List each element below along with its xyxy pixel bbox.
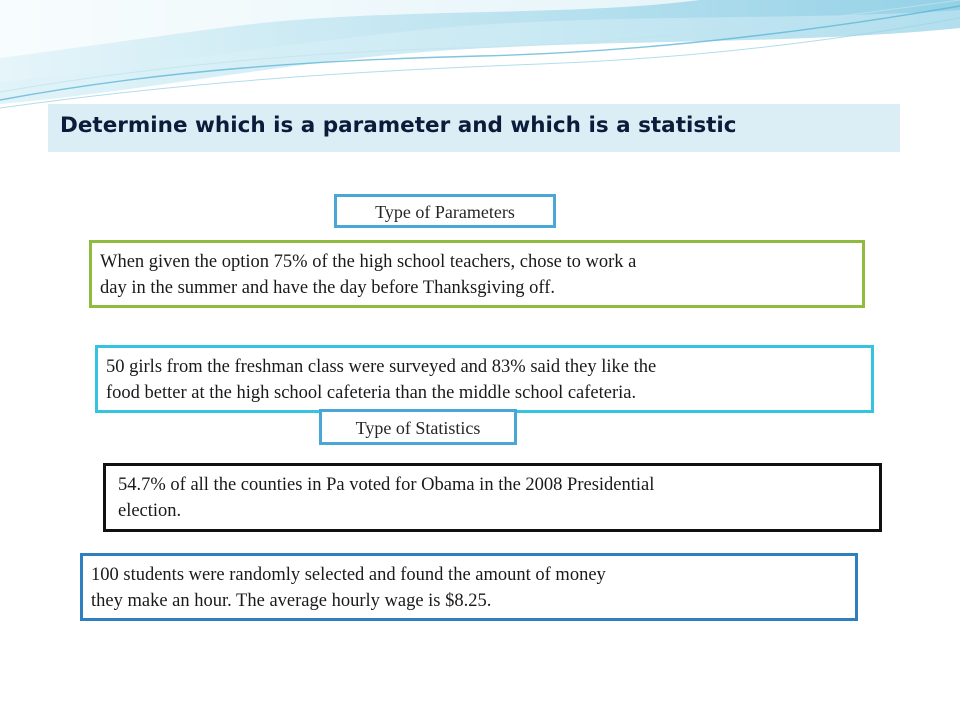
- statement-box-1: [89, 240, 865, 308]
- statement-1-line-2: day in the summer and have the day before Thanksgiving off.: [100, 278, 556, 298]
- statement-1-line-1: When given the option 75% of the high school teachers, chose to work a: [100, 252, 637, 272]
- slide-title: Determine which is a parameter and which is a statistic: [60, 113, 737, 138]
- statement-2-line-2: food better at the high school cafeteria than the middle school cafeteria.: [106, 383, 637, 403]
- statement-3-line-2: election.: [118, 501, 182, 521]
- statement-box-2: [95, 345, 874, 413]
- title-band: [48, 104, 900, 152]
- parameters-label: Type of Parameters: [334, 194, 556, 228]
- statement-box-4: [80, 553, 858, 621]
- header-swoosh-decoration: [0, 0, 960, 120]
- statistics-label: Type of Statistics: [319, 409, 517, 445]
- statement-4-line-1: 100 students were randomly selected and found the amount of money: [91, 565, 606, 585]
- statement-3-line-1: 54.7% of all the counties in Pa voted for Obama in the 2008 Presidential: [118, 475, 655, 495]
- statement-2-line-1: 50 girls from the freshman class were surveyed and 83% said they like the: [106, 357, 657, 377]
- statement-4-line-2: they make an hour. The average hourly wage is $8.25.: [91, 591, 492, 611]
- statement-box-3: [103, 463, 882, 532]
